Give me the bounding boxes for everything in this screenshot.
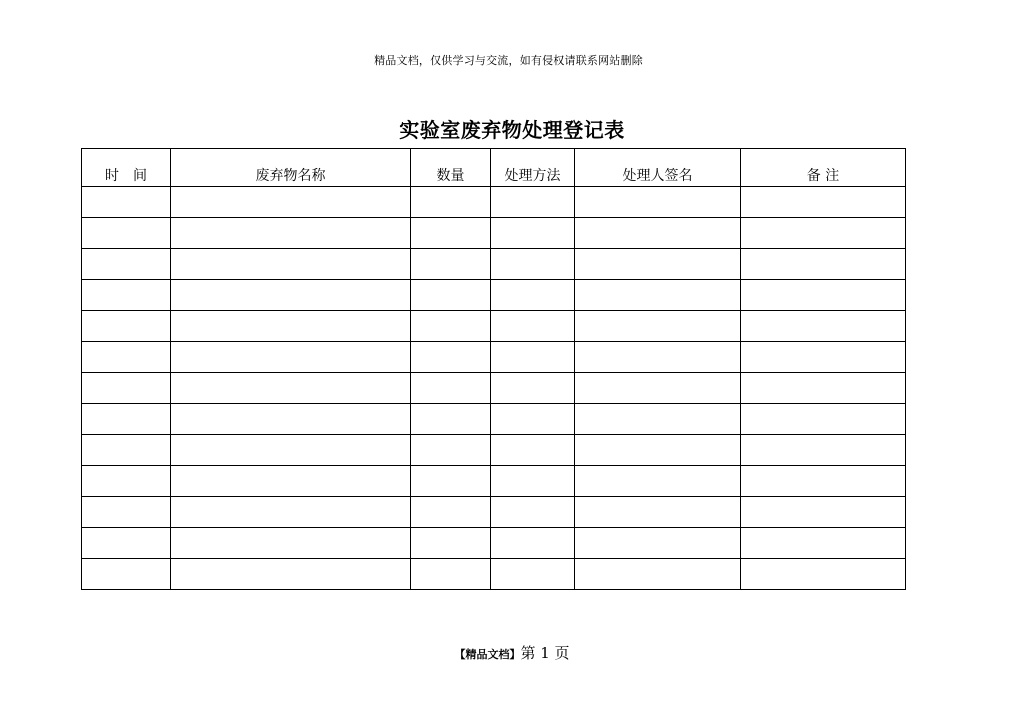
table-row	[82, 342, 906, 373]
table-row	[82, 528, 906, 559]
table-cell[interactable]	[741, 497, 906, 528]
column-header-waste-name: 废弃物名称	[171, 149, 411, 187]
column-header-time: 时 间	[82, 149, 171, 187]
table-cell[interactable]	[82, 280, 171, 311]
table-cell[interactable]	[741, 311, 906, 342]
table-cell[interactable]	[741, 528, 906, 559]
table-cell[interactable]	[82, 187, 171, 218]
table-cell[interactable]	[82, 218, 171, 249]
table-cell[interactable]	[741, 187, 906, 218]
table-cell[interactable]	[171, 187, 411, 218]
table-row	[82, 404, 906, 435]
column-header-quantity: 数量	[411, 149, 491, 187]
table-cell[interactable]	[411, 373, 491, 404]
table-body	[82, 187, 906, 590]
table-cell[interactable]	[171, 373, 411, 404]
table-cell[interactable]	[575, 435, 741, 466]
table-cell[interactable]	[491, 466, 575, 497]
table-cell[interactable]	[82, 559, 171, 590]
table-cell[interactable]	[491, 249, 575, 280]
header-note: 精品文档，仅供学习与交流，如有侵权请联系网站删除	[374, 54, 643, 67]
table-cell[interactable]	[741, 404, 906, 435]
column-header-remarks: 备 注	[741, 149, 906, 187]
table-cell[interactable]	[82, 497, 171, 528]
column-header-handler-signature: 处理人签名	[575, 149, 741, 187]
table-cell[interactable]	[741, 249, 906, 280]
table-row	[82, 280, 906, 311]
table-cell[interactable]	[411, 497, 491, 528]
table-cell[interactable]	[491, 559, 575, 590]
table-cell[interactable]	[575, 528, 741, 559]
table-cell[interactable]	[171, 435, 411, 466]
table-cell[interactable]	[575, 373, 741, 404]
column-header-method: 处理方法	[491, 149, 575, 187]
table-cell[interactable]	[741, 559, 906, 590]
table-cell[interactable]	[171, 559, 411, 590]
table-cell[interactable]	[575, 559, 741, 590]
table-cell[interactable]	[741, 435, 906, 466]
table-cell[interactable]	[171, 280, 411, 311]
table-row	[82, 311, 906, 342]
table-cell[interactable]	[491, 435, 575, 466]
table-cell[interactable]	[82, 373, 171, 404]
table-cell[interactable]	[411, 311, 491, 342]
table-cell[interactable]	[491, 311, 575, 342]
table-row	[82, 497, 906, 528]
table-row	[82, 187, 906, 218]
table-cell[interactable]	[575, 497, 741, 528]
table-cell[interactable]	[411, 280, 491, 311]
table-row	[82, 218, 906, 249]
table-cell[interactable]	[491, 280, 575, 311]
table-cell[interactable]	[575, 187, 741, 218]
table-cell[interactable]	[411, 528, 491, 559]
table-cell[interactable]	[411, 218, 491, 249]
table-cell[interactable]	[491, 404, 575, 435]
table-cell[interactable]	[411, 404, 491, 435]
table-cell[interactable]	[82, 249, 171, 280]
page-title: 实验室废弃物处理登记表	[399, 118, 625, 142]
table-cell[interactable]	[575, 466, 741, 497]
page-footer	[0, 642, 1024, 663]
table-row	[82, 249, 906, 280]
table-cell[interactable]	[82, 435, 171, 466]
table-cell[interactable]	[575, 249, 741, 280]
table-row	[82, 435, 906, 466]
table-cell[interactable]	[575, 342, 741, 373]
table-cell[interactable]	[575, 311, 741, 342]
table-cell[interactable]	[82, 528, 171, 559]
table-row	[82, 373, 906, 404]
table-cell[interactable]	[741, 373, 906, 404]
table-cell[interactable]	[82, 466, 171, 497]
table-row	[82, 466, 906, 497]
table-cell[interactable]	[82, 404, 171, 435]
table-cell[interactable]	[575, 404, 741, 435]
table-cell[interactable]	[491, 187, 575, 218]
table-cell[interactable]	[411, 466, 491, 497]
table-cell[interactable]	[171, 249, 411, 280]
register-table	[81, 148, 906, 590]
table-row	[82, 559, 906, 590]
table-cell[interactable]	[491, 528, 575, 559]
table-cell[interactable]	[411, 342, 491, 373]
table-cell[interactable]	[82, 342, 171, 373]
table-cell[interactable]	[171, 311, 411, 342]
table-cell[interactable]	[411, 435, 491, 466]
table-header-row	[82, 149, 906, 187]
table-cell[interactable]	[171, 342, 411, 373]
table-cell[interactable]	[411, 249, 491, 280]
table-cell[interactable]	[82, 311, 171, 342]
table-cell[interactable]	[171, 528, 411, 559]
table-cell[interactable]	[171, 404, 411, 435]
table-cell[interactable]	[575, 280, 741, 311]
table-cell[interactable]	[491, 218, 575, 249]
table-cell[interactable]	[171, 497, 411, 528]
table-cell[interactable]	[171, 218, 411, 249]
table-cell[interactable]	[741, 466, 906, 497]
table-cell[interactable]	[491, 497, 575, 528]
table-cell[interactable]	[575, 218, 741, 249]
table-cell[interactable]	[741, 218, 906, 249]
table-cell[interactable]	[491, 342, 575, 373]
table-cell[interactable]	[741, 280, 906, 311]
table-cell[interactable]	[491, 373, 575, 404]
table-cell[interactable]	[171, 466, 411, 497]
footer-tag: 【精品文档】	[454, 648, 521, 661]
page-number: 第 1 页	[520, 644, 570, 662]
table-cell[interactable]	[411, 559, 491, 590]
table-cell[interactable]	[411, 187, 491, 218]
table-cell[interactable]	[741, 342, 906, 373]
